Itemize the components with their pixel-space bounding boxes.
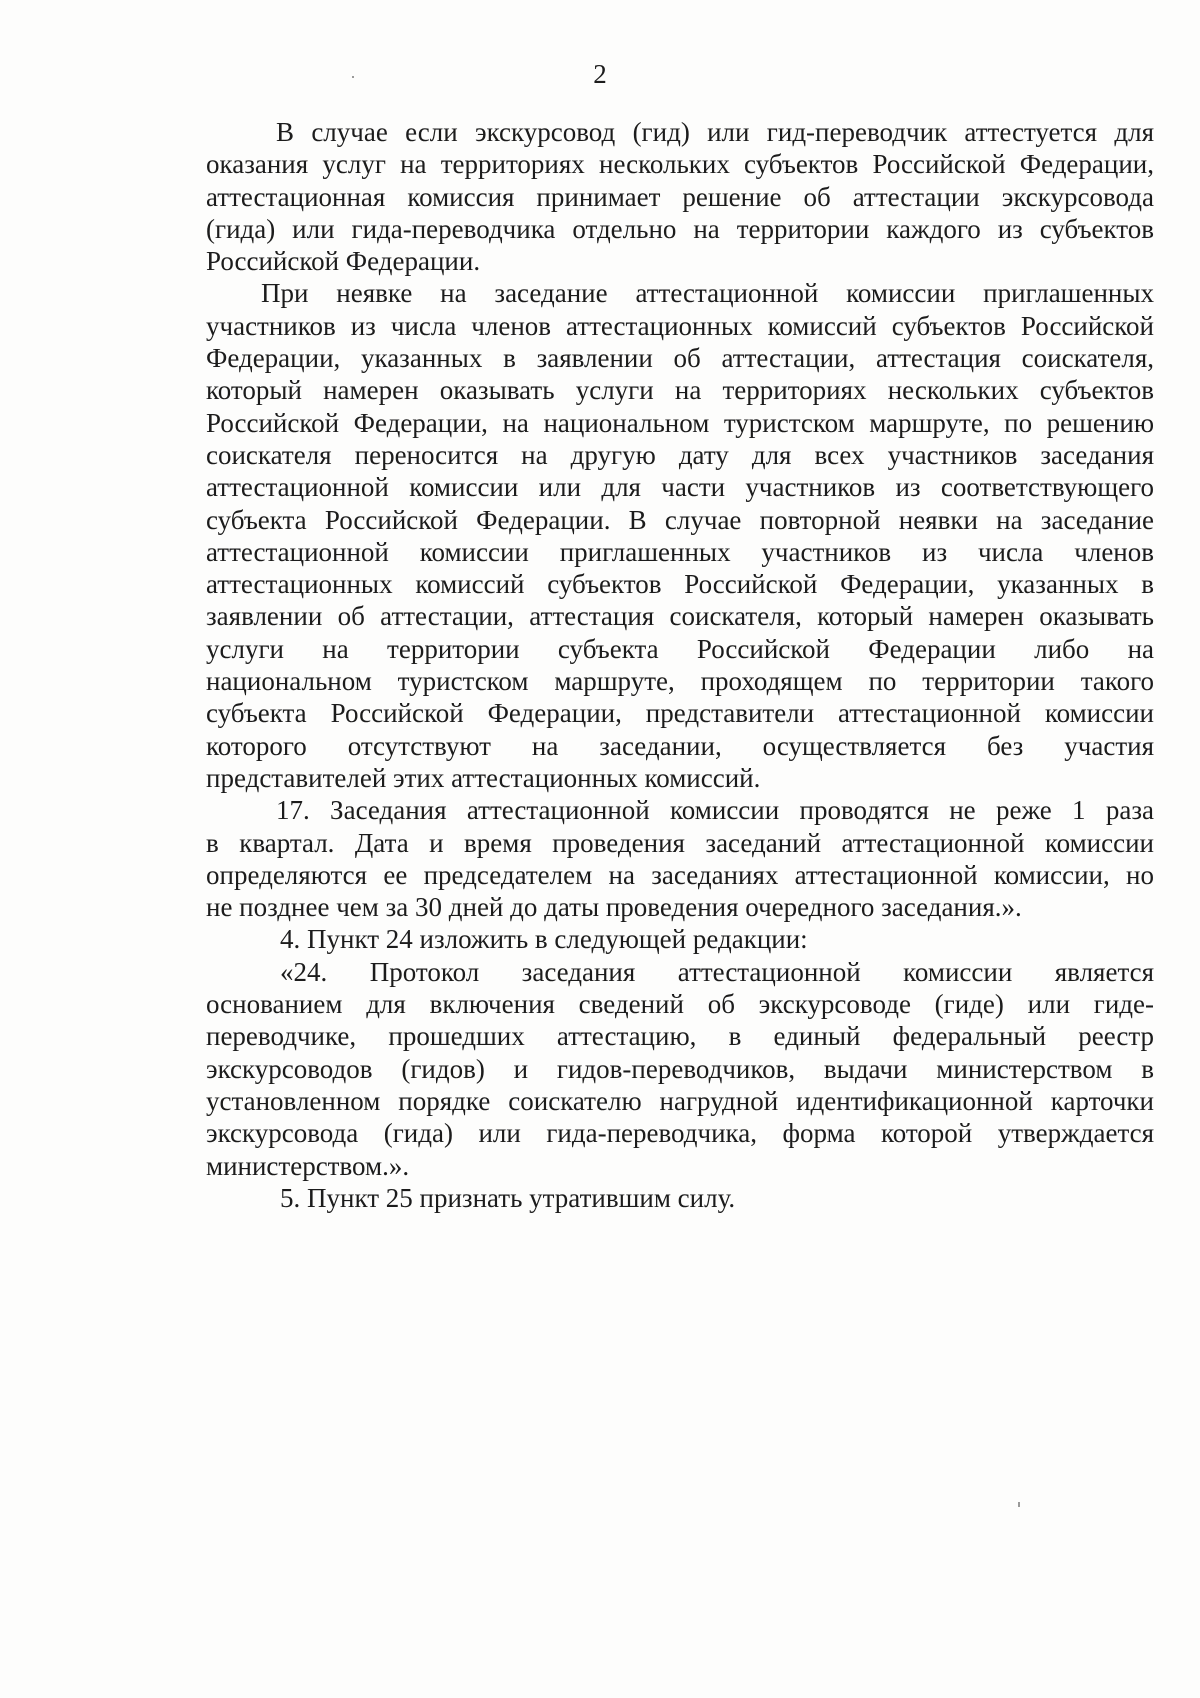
text-line: в квартал. Дата и время проведения заседаний аттестационной комиссии: [206, 827, 1154, 858]
text-line: установленном порядке соискателю нагрудной идентификационной карточки: [206, 1085, 1154, 1116]
text-line: которого отсутствуют на заседании, осуществляется без участия: [206, 730, 1154, 761]
text-line: (гида) или гида-переводчика отдельно на территории каждого из субъектов: [206, 213, 1154, 244]
text-line: субъекта Российской Федерации, представители аттестационной комиссии: [206, 698, 1154, 729]
text-line: аттестационная комиссия принимает решение об аттестации экскурсовода: [206, 181, 1154, 212]
text-line: основанием для включения сведений об экскурсоводе (гиде) или гиде-: [206, 989, 1154, 1020]
text-line: соискателя переносится на другую дату для всех участников заседания: [206, 439, 1154, 470]
text-line: аттестационных комиссий субъектов Российской Федерации, указанных в: [206, 569, 1154, 600]
scan-speck: [352, 76, 354, 78]
text-line: аттестационной комиссии приглашенных участников из числа членов: [206, 536, 1154, 567]
text-line: Российской Федерации, на национальном туристском маршруте, по решению: [206, 407, 1154, 438]
paragraph-item-24-text: [206, 956, 1154, 1182]
text-line: национальном туристском маршруте, проходящем по территории такого: [206, 666, 1154, 697]
text-line: услуги на территории субъекта Российской Федерации либо на: [206, 633, 1154, 664]
paragraph-non-attendance: [206, 277, 1154, 794]
scan-speck: [1018, 1502, 1020, 1507]
text-line: экскурсоводов (гидов) и гидов-переводчиков, выдачи министерством в: [206, 1053, 1154, 1084]
text-line: не позднее чем за 30 дней до даты проведения очередного заседания.».: [206, 892, 1022, 923]
text-line: определяются ее председателем на заседаниях аттестационной комиссии, но: [206, 859, 1154, 890]
paragraph-item-17: [206, 794, 1154, 923]
text-line: оказания услуг на территориях нескольких субъектов Российской Федерации,: [206, 149, 1154, 180]
text-line: который намерен оказывать услуги на территориях нескольких субъектов: [206, 375, 1154, 406]
text-line: аттестационной комиссии или для части участников из соответствующего: [206, 472, 1154, 503]
text-line: «24. Протокол заседания аттестационной комиссии является: [280, 956, 1154, 987]
text-line: При неявке на заседание аттестационной комиссии приглашенных: [261, 278, 1154, 309]
document-body: [206, 116, 1154, 1214]
text-line: 5. Пункт 25 признать утратившим силу.: [280, 1182, 736, 1213]
page-number: 2: [593, 59, 607, 89]
text-line: представителей этих аттестационных комиссий.: [206, 762, 761, 793]
text-line: заявлении об аттестации, аттестация соискателя, который намерен оказывать: [206, 601, 1154, 632]
text-line: Российской Федерации.: [206, 246, 481, 277]
paragraph-item-5-amendment: [206, 1182, 1154, 1214]
text-line: министерством.».: [206, 1150, 410, 1181]
paragraph-item-4-amendment: [206, 923, 1154, 955]
text-line: экскурсовода (гида) или гида-переводчика, форма которой утверждается: [206, 1118, 1154, 1149]
text-line: 17. Заседания аттестационной комиссии проводятся не реже 1 раза: [276, 795, 1154, 826]
text-line: 4. Пункт 24 изложить в следующей редакции:: [280, 924, 808, 955]
paragraph-attestation-multiple-regions: [206, 116, 1154, 277]
text-line: Федерации, указанных в заявлении об аттестации, аттестация соискателя,: [206, 343, 1154, 374]
text-line: В случае если экскурсовод (гид) или гид-переводчик аттестуется для: [276, 117, 1154, 147]
text-line: субъекта Российской Федерации. В случае повторной неявки на заседание: [206, 504, 1154, 535]
text-line: участников из числа членов аттестационных комиссий субъектов Российской: [206, 310, 1154, 341]
text-line: переводчике, прошедших аттестацию, в единый федеральный реестр: [206, 1021, 1154, 1052]
